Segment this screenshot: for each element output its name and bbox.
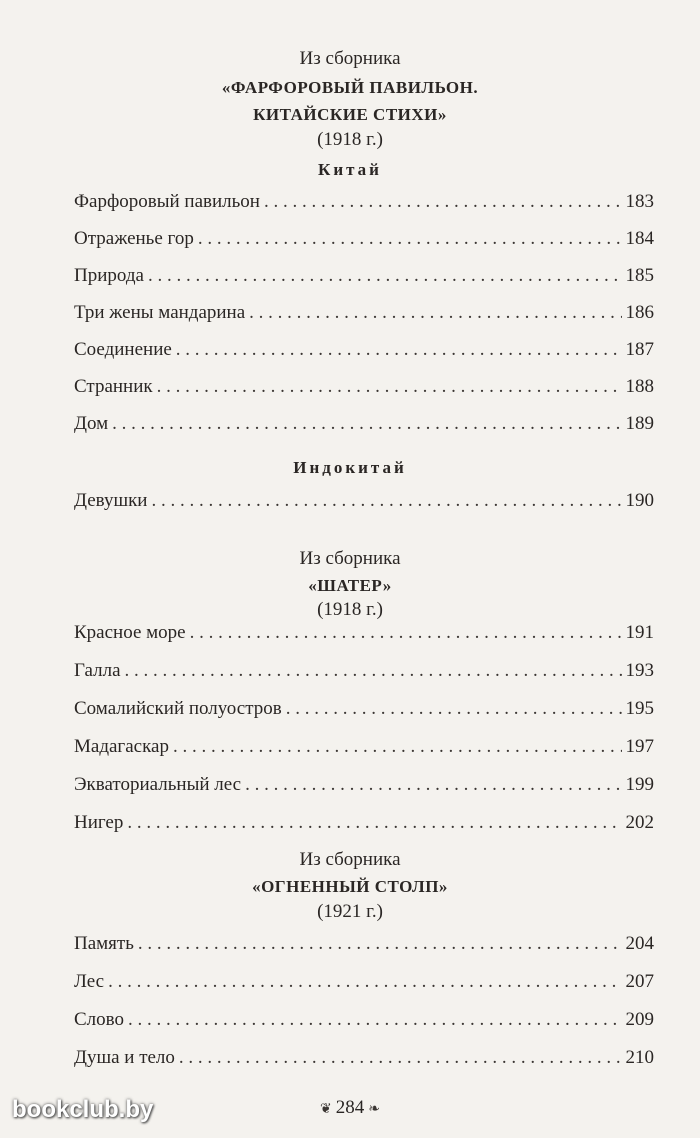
leader-dots — [190, 620, 622, 646]
collection-intro: Из сборника — [299, 849, 401, 870]
collection-intro: Из сборника — [299, 48, 401, 69]
toc-entry[interactable] — [74, 337, 654, 363]
toc-entry[interactable] — [74, 189, 654, 215]
leader-dots — [176, 337, 622, 363]
toc-entry[interactable] — [74, 658, 654, 684]
toc-entry[interactable] — [74, 488, 654, 514]
collection-year: (1918 г.) — [317, 129, 383, 150]
toc-entry[interactable] — [74, 226, 654, 252]
toc-entry-page: 204 — [625, 933, 654, 954]
toc-entry[interactable] — [74, 969, 654, 995]
toc-entry-title: Слово — [74, 1009, 124, 1030]
toc-entry-page: 190 — [625, 490, 654, 511]
subsection-heading-indochina: Индокитай — [293, 458, 407, 477]
toc-entry-page: 188 — [625, 376, 654, 397]
collection-year: (1921 г.) — [317, 901, 383, 922]
toc-entry[interactable] — [74, 1045, 654, 1071]
leader-dots — [179, 1045, 622, 1071]
leader-dots — [157, 374, 622, 400]
leader-dots — [173, 734, 622, 760]
leader-dots — [264, 189, 622, 215]
toc-entry-page: 183 — [625, 191, 654, 212]
toc-entry[interactable] — [74, 931, 654, 957]
toc-entry-title: Красное море — [74, 622, 186, 643]
toc-entry[interactable] — [74, 300, 654, 326]
toc-entry[interactable] — [74, 810, 654, 836]
leader-dots — [138, 931, 622, 957]
toc-entry-title: Экваториальный лес — [74, 774, 242, 795]
toc-entry-page: 185 — [625, 265, 654, 286]
toc-entry-title: Фарфоровый павильон — [74, 191, 260, 212]
toc-entry-page: 191 — [625, 622, 654, 643]
toc-entry-page: 197 — [625, 736, 654, 757]
leader-dots — [112, 411, 621, 437]
toc-entry-page: 202 — [625, 812, 654, 833]
leader-dots — [127, 810, 621, 836]
toc-entry-page: 186 — [625, 302, 654, 323]
collection-title-line1: «ШАТЕР» — [308, 576, 392, 595]
toc-entry-page: 187 — [625, 339, 654, 360]
leader-dots — [108, 969, 621, 995]
collection-title-line1: «ФАРФОРОВЫЙ ПАВИЛЬОН. — [221, 78, 479, 97]
toc-entry[interactable] — [74, 263, 654, 289]
toc-entry-page: 189 — [625, 413, 654, 434]
toc-entry[interactable] — [74, 772, 654, 798]
collection-year: (1918 г.) — [317, 599, 383, 620]
collection-intro: Из сборника — [299, 548, 401, 569]
toc-entry-title: Мадагаскар — [74, 736, 169, 757]
toc-entry-title: Душа и тело — [74, 1047, 175, 1068]
leader-dots — [128, 1007, 622, 1033]
toc-entry-title: Девушки — [74, 490, 148, 511]
toc-entry-title: Странник — [74, 376, 153, 397]
ornament-left-icon: ❦ — [320, 1102, 332, 1117]
toc-entry[interactable] — [74, 1007, 654, 1033]
ornament-right-icon: ❧ — [368, 1102, 380, 1117]
leader-dots — [198, 226, 622, 252]
toc-entry-title: Нигер — [74, 812, 124, 833]
leader-dots — [249, 300, 621, 326]
collection-title-line1: «ОГНЕННЫЙ СТОЛП» — [252, 877, 448, 896]
toc-entry-title: Природа — [74, 265, 144, 286]
toc-entry-title: Соединение — [74, 339, 172, 360]
watermark: bookclub.by — [12, 1096, 154, 1123]
toc-entry-page: 193 — [625, 660, 654, 681]
toc-entry[interactable] — [74, 696, 654, 722]
toc-entry[interactable] — [74, 374, 654, 400]
toc-entry-page: 199 — [625, 774, 654, 795]
toc-entry[interactable] — [74, 734, 654, 760]
toc-entry-title: Память — [74, 933, 134, 954]
toc-entry-title: Отраженье гор — [74, 228, 194, 249]
toc-entry-page: 184 — [625, 228, 654, 249]
page-number: 284 — [335, 1097, 365, 1118]
toc-entry-page: 210 — [625, 1047, 654, 1068]
leader-dots — [148, 263, 622, 289]
leader-dots — [245, 772, 621, 798]
toc-entry[interactable] — [74, 411, 654, 437]
subsection-heading-china: Китай — [318, 160, 382, 179]
toc-entry-title: Сомалийский полуостров — [74, 698, 282, 719]
collection-title-line2: КИТАЙСКИЕ СТИХИ» — [253, 105, 447, 124]
leader-dots — [286, 696, 622, 722]
toc-entry-title: Лес — [74, 971, 105, 992]
toc-entry-page: 207 — [625, 971, 654, 992]
toc-entry-title: Три жены мандарина — [74, 302, 246, 323]
toc-entry-page: 195 — [625, 698, 654, 719]
toc-entry-title: Дом — [74, 413, 109, 434]
toc-entry[interactable] — [74, 620, 654, 646]
toc-entry-page: 209 — [625, 1009, 654, 1030]
toc-entry-title: Галла — [74, 660, 121, 681]
leader-dots — [151, 488, 621, 514]
leader-dots — [125, 658, 622, 684]
